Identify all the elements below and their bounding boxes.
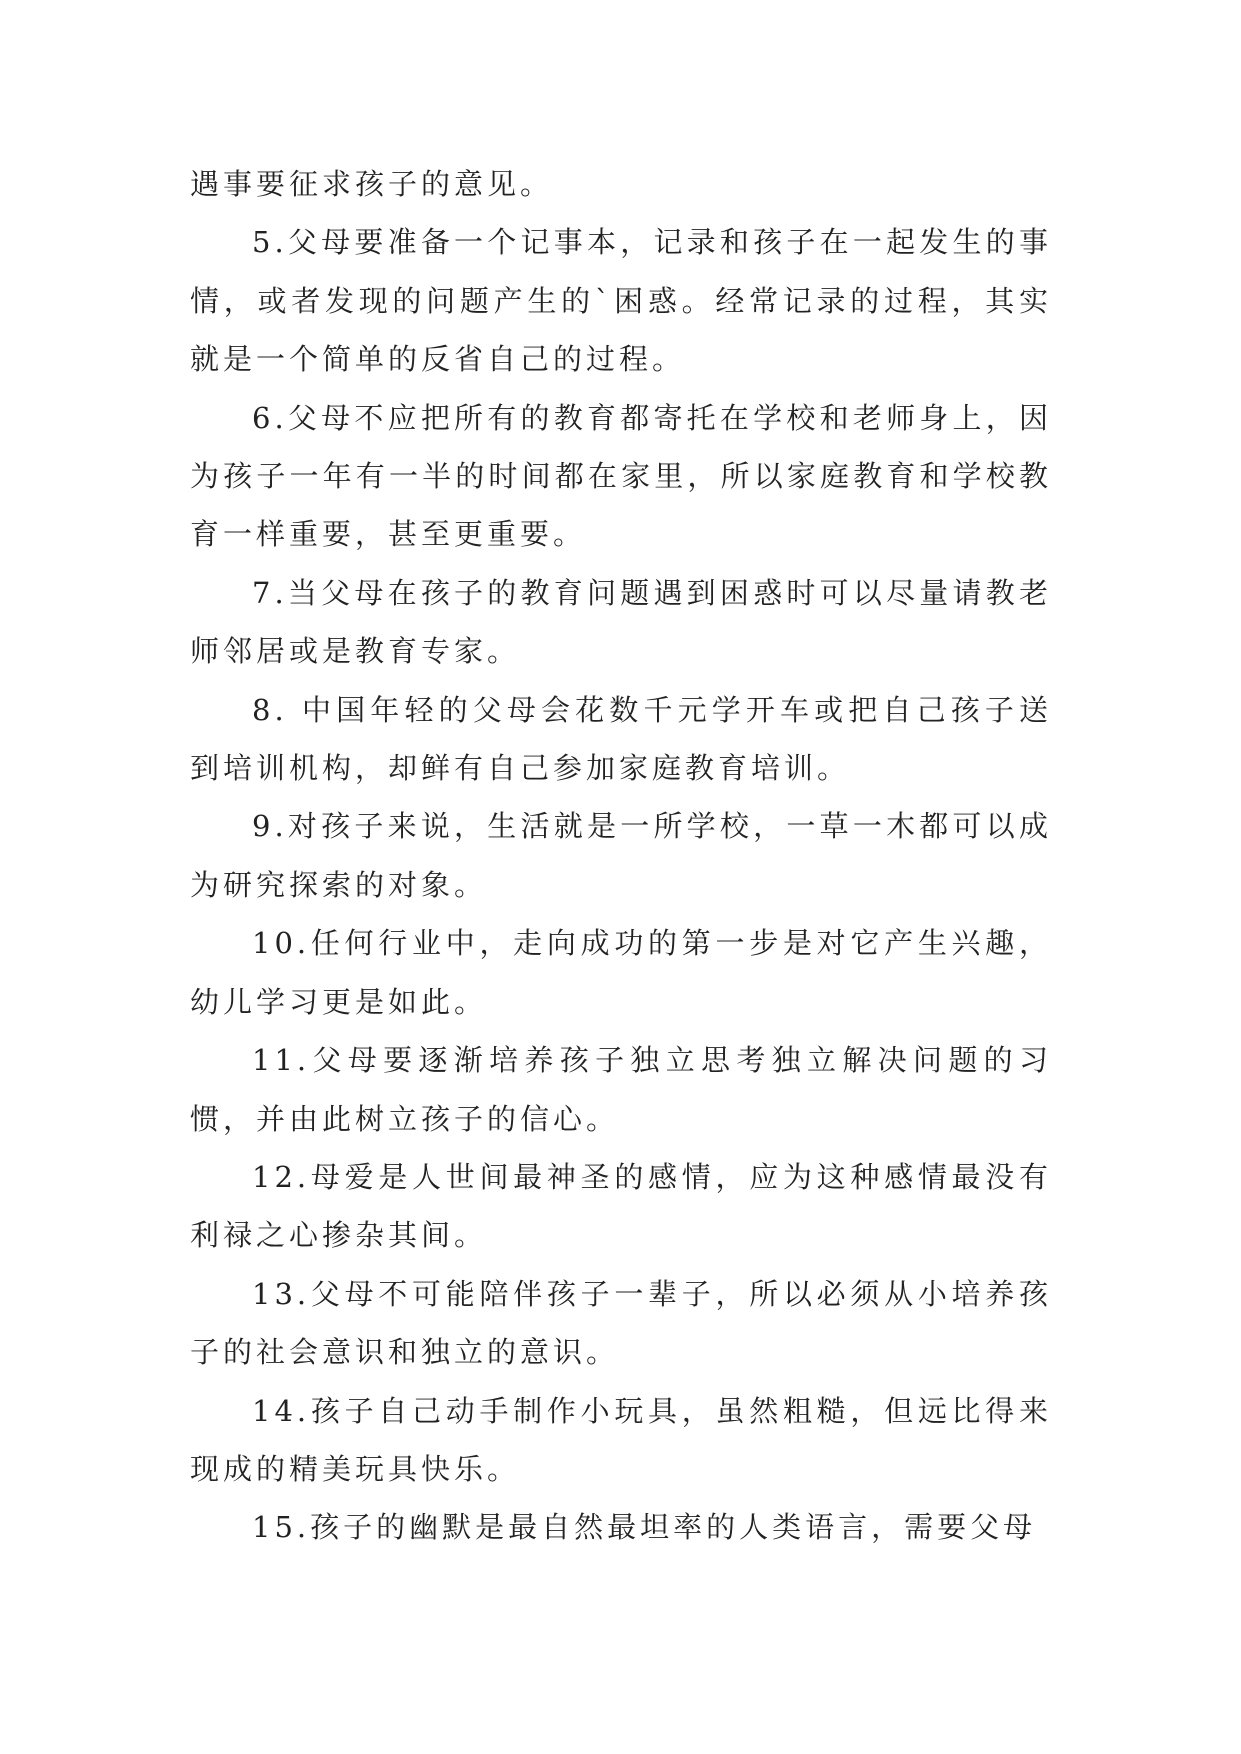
paragraph-item-12: 12.母爱是人世间最神圣的感情，应为这种感情最没有利禄之心掺杂其间。 (190, 1159, 1052, 1253)
paragraph-item-15: 15.孩子的幽默是最自然最坦率的人类语言，需要父母 (252, 1510, 1037, 1545)
paragraph-item-11: 11.父母要逐渐培养孩子独立思考独立解决问题的习惯，并由此树立孩子的信心。 (190, 1043, 1052, 1136)
paragraph-item-8: 8. 中国年轻的父母会花数千元学开车或把自己孩子送到培训机构，却鲜有自己参加家庭教育培训。 (190, 692, 1052, 786)
paragraph-item-6: 6.父母不应把所有的教育都寄托在学校和老师身上，因为孩子一年有一半的时间都在家里，所以家庭教育和学校教育一样重要，甚至更重要。 (190, 400, 1052, 552)
paragraph-item-14: 14.孩子自己动手制作小玩具，虽然粗糙，但远比得来现成的精美玩具快乐。 (190, 1393, 1052, 1486)
paragraph-item-9: 9.对孩子来说，生活就是一所学校，一草一木都可以成为研究探索的对象。 (190, 809, 1052, 902)
paragraph-item-13: 13.父母不可能陪伴孩子一辈子，所以必须从小培养孩子的社会意识和独立的意识。 (190, 1276, 1052, 1370)
paragraph-item-10: 10.任何行业中，走向成功的第一步是对它产生兴趣，幼儿学习更是如此。 (190, 926, 1052, 1019)
paragraph-continuation: 遇事要征求孩子的意见。 (190, 167, 554, 201)
paragraph-item-7: 7.当父母在孩子的教育问题遇到困惑时可以尽量请教老师邻居或是教育专家。 (190, 575, 1052, 669)
paragraph-item-5: 5.父母要准备一个记事本，记录和孩子在一起发生的事情，或者发现的问题产生的`困惑。经常记录的过程，其实就是一个简单的反省自己的过程。 (190, 225, 1052, 377)
document-body (190, 155, 1052, 1557)
